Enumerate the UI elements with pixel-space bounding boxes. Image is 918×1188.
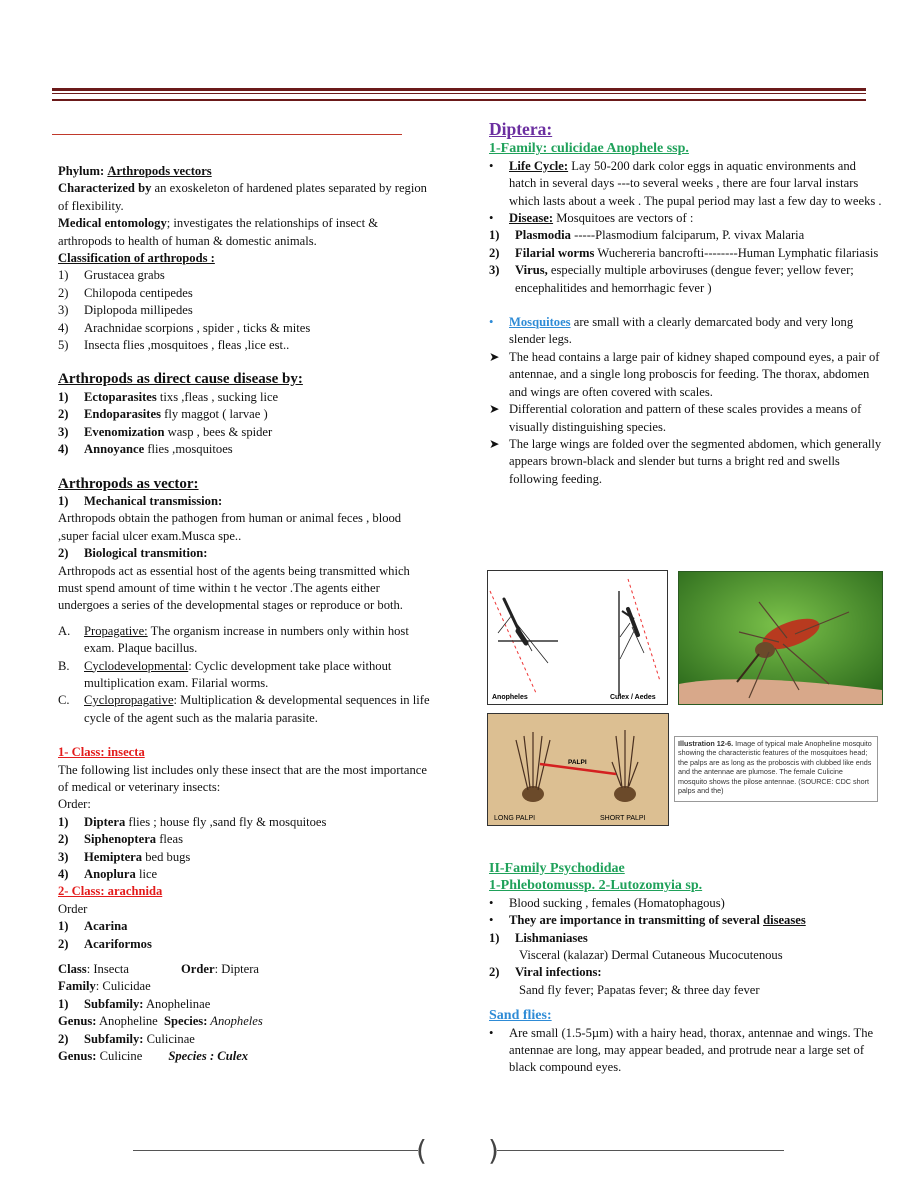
viral-text: Sand fly fever; Papatas fever; & three day fever	[519, 982, 760, 997]
list-item: 4) Annoyance flies ,mosquitoes	[58, 442, 233, 457]
list-item: 2) Filarial worms Wuchereria bancrofti--------Human Lymphatic filariasis	[489, 245, 879, 260]
mechanical-heading: 1) Mechanical transmission:	[58, 493, 223, 508]
left-title-rule	[52, 134, 402, 135]
list-item: 2) Siphenoptera fleas	[58, 832, 183, 847]
mosquito-photo	[678, 571, 883, 705]
header-rule	[52, 88, 866, 101]
footer-rule-right	[497, 1150, 784, 1151]
characterized-line: Characterized by an exoskeleton of hardened plates separated by region of flexibility.	[58, 181, 427, 213]
arrow-item: ➤ The large wings are folded over the segmented abdomen, which generally appears brown-black and slender but turns a bright red and swells following feeding.	[489, 436, 882, 486]
genera-heading: 1-Phlebotomussp. 2-Lutozomyia sp.	[489, 878, 703, 894]
arachnid-order-list	[58, 918, 430, 953]
list-item: A. Propagative: The organism increase in numbers only within host exam. Plaque bacillus.	[58, 623, 409, 656]
vector-heading: Arthropods as vector:	[58, 475, 199, 492]
arrow-item: ➤ Differential coloration and pattern of these scales provides a means of visually distinguishing species.	[489, 402, 862, 434]
list-item: 2) Chilopoda centipedes	[58, 285, 193, 300]
class-insecta-text: The following list includes only these insect that are the most importance of medical or veterinary insects:	[58, 762, 427, 794]
list-item: 1) Plasmodia -----Plasmodium falciparum, P. vivax Malaria	[489, 228, 805, 243]
biological-text: Arthropods act as essential host of the agents being transmitted which must spend amount of time within t he vector .The agents either undergoes a series of the developmental stages or reproduce or both.	[58, 563, 410, 613]
list-item: • They are importance in transmitting of several diseases	[489, 913, 806, 928]
class-insecta-heading: 1- Class: insecta	[58, 745, 145, 760]
svg-text:Culex / Aedes: Culex / Aedes	[610, 694, 656, 701]
entomology-line: Medical entomology; investigates the relationships of insect & arthropods to health of human & domestic animals.	[58, 216, 379, 248]
list-item: 3) Diplopoda millipedes	[58, 303, 193, 318]
direct-cause-list	[58, 389, 430, 459]
sand-flies-heading: Sand flies:	[489, 1008, 552, 1024]
family2-heading: II-Family Psychodidae	[489, 861, 625, 876]
class-arachnida-heading: 2- Class: arachnida	[58, 884, 163, 899]
resting-posture-figure	[487, 570, 668, 705]
taxonomy-block: Class: Insecta Order: Diptera Family: Culicidae 1) Subfamily: Anophelinae Genus: Anopheline Species: Anopheles 2) Subfamily: Culicinae Genus: Culicine Species : Culex	[58, 962, 263, 1064]
family1-heading: 1-Family: culicidae Anophele ssp.	[489, 141, 689, 157]
list-item: 3) Hemiptera bed bugs	[58, 849, 191, 864]
left-column	[58, 163, 430, 1066]
direct-cause-heading: Arthropods as direct cause disease by:	[58, 371, 303, 388]
right-column-top	[489, 121, 884, 488]
list-item: C. Cyclopropagative: Multiplication & developmental sequences in life cycle of the agent such as the malaria parasite.	[58, 693, 430, 725]
viral-item: 2) Viral infections:	[489, 965, 602, 980]
list-item: 4) Arachnidae scorpions , spider , ticks & mites	[58, 320, 311, 335]
figure-caption: Illustration 12-6. Image of typical male Anopheline mosquito showing the characteristic features of the mosquitoes head; the palps are as long as the proboscis with clubbed like ends and the antennae are plumose. The female Culicine mosquito shows the pilose antennae. (SOURCE: CDC short palps and the)	[674, 736, 878, 802]
svg-text:SHORT PALPI: SHORT PALPI	[600, 815, 646, 822]
insect-order-list	[58, 814, 430, 884]
list-item: 2) Acariformos	[58, 936, 152, 951]
right-column-bottom	[489, 860, 884, 1077]
mosquitoes-item: • Mosquitoes are small with a clearly demarcated body and very long slender legs.	[489, 315, 854, 347]
disease-list	[489, 227, 884, 297]
list-item: 3) Virus, especially multiple arboviruses (dengue fever; yellow fever; encephalitides and hemorrhagic fever )	[489, 263, 854, 295]
list-item: 4) Anoplura lice	[58, 867, 158, 882]
footer-rule-left	[133, 1150, 418, 1151]
palpi-figure	[487, 713, 669, 826]
svg-text:Anopheles: Anopheles	[492, 694, 528, 701]
list-item: 2) Endoparasites fly maggot ( larvae )	[58, 407, 268, 422]
arrow-item: ➤ The head contains a large pair of kidney shaped compound eyes, a pair of antennae, and a single long proboscis for feeding. The thorax, abdomen and wings are often covered with scales.	[489, 349, 880, 399]
anopheles-icon	[498, 599, 548, 663]
footer-left-bracket: (	[416, 1134, 427, 1167]
order2-label: Order	[58, 901, 88, 916]
sand-flies-item: • Are small (1.5-5µm) with a hairy head, thorax, antennae and wings. The antennae are long, may appear beaded, and protrude near a large set of black compound eyes.	[489, 1025, 874, 1075]
phylum-line: Phylum: Arthropods vectors	[58, 164, 212, 178]
list-item: 1) Acarina	[58, 919, 128, 934]
list-item: B. Cyclodevelopmental: Cyclic development take place without multiplication exam. Filarial worms.	[58, 658, 392, 690]
list-item: 1) Ectoparasites tixs ,fleas , sucking lice	[58, 389, 279, 404]
classification-heading: Classification of arthropods :	[58, 251, 215, 266]
culex-icon	[620, 609, 644, 659]
disease-item: • Disease: Mosquitoes are vectors of :	[489, 211, 694, 226]
list-item: • Blood sucking , females (Homatophagous)	[489, 895, 725, 910]
lishmaniases-text: Visceral (kalazar) Dermal Cutaneous Mucocutenous	[519, 948, 783, 963]
transmission-types-list	[58, 623, 430, 727]
footer-right-bracket: )	[488, 1134, 499, 1167]
mechanical-text: Arthropods obtain the pathogen from human or animal feces , blood ,super facial ulcer exam.Musca spe..	[58, 511, 402, 543]
svg-text:LONG PALPI: LONG PALPI	[494, 815, 536, 822]
list-item: 1) Diptera flies ; house fly ,sand fly & mosquitoes	[58, 814, 327, 829]
diptera-heading: Diptera:	[489, 119, 553, 139]
order-label: Order:	[58, 797, 91, 812]
biological-heading: 2) Biological transmition:	[58, 546, 208, 561]
mosquito-photo-icon	[679, 572, 882, 704]
list-item: 1) Grustacea grabs	[58, 268, 165, 283]
classification-list	[58, 267, 430, 354]
list-item: 3) Evenomization wasp , bees & spider	[58, 424, 273, 439]
life-cycle-item: • Life Cycle: Lay 50-200 dark color eggs in aquatic environments and hatch in several days ---to several weeks , there are four larval instars which lasts about a week . The pupal period may last a few day to weeks .	[489, 158, 882, 208]
list-item: 5) Insecta flies ,mosquitoes , fleas ,lice est..	[58, 338, 290, 353]
svg-text:PALPI: PALPI	[568, 759, 587, 766]
lishmaniases-item: 1) Lishmaniases	[489, 930, 588, 945]
